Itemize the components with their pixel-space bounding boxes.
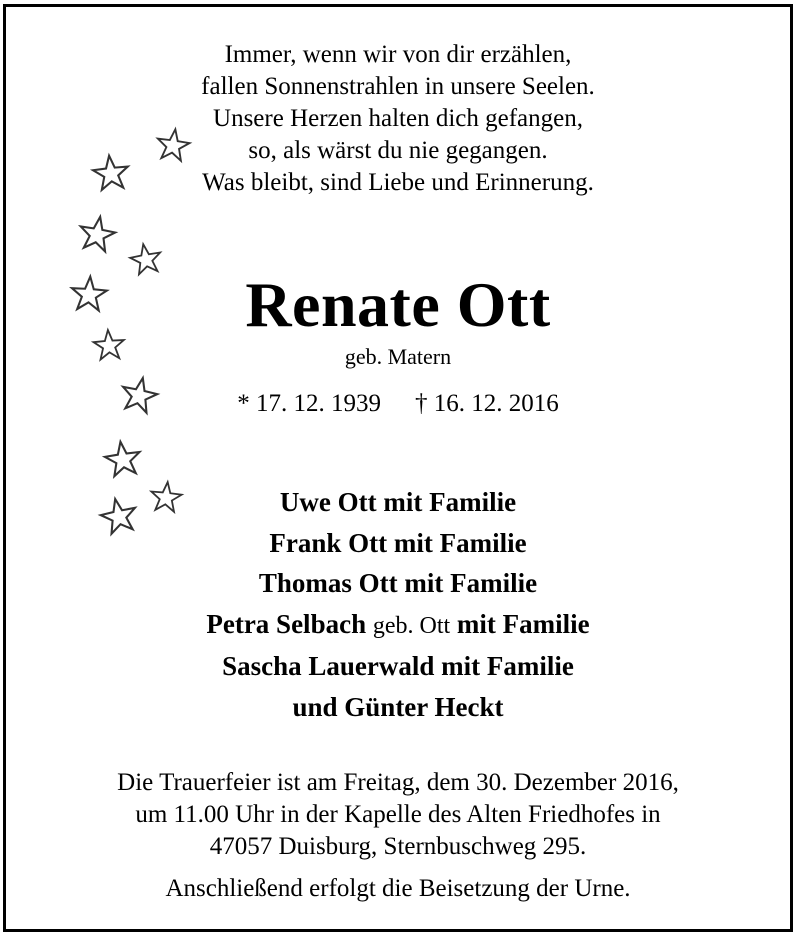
obituary-notice xyxy=(3,4,793,932)
mourner-line: Thomas Ott mit Familie xyxy=(258,568,538,598)
mourner-suffix: mit Familie xyxy=(456,608,590,639)
birth-date: * 17. 12. 1939 xyxy=(237,390,381,417)
mourner-name: Petra Selbach xyxy=(206,608,367,639)
mourner-line: Frank Ott mit Familie xyxy=(269,527,527,558)
urn-burial-note: Anschließend erfolgt die Beisetzung der Urne. xyxy=(165,875,631,902)
poem-line: so, als wärst du nie gegangen. xyxy=(248,137,548,164)
poem-line: Immer, wenn wir von dir erzählen, xyxy=(224,41,572,68)
deceased-name: Renate Ott xyxy=(245,269,551,340)
service-line: 47057 Duisburg, Sternbuschweg 295. xyxy=(209,833,587,860)
poem-line: Was bleibt, sind Liebe und Erinnerung. xyxy=(202,169,594,196)
service-line: um 11.00 Uhr in der Kapelle des Alten Friedhofes in xyxy=(135,801,661,828)
poem-line: fallen Sonnenstrahlen in unsere Seelen. xyxy=(201,73,595,100)
poem-line: Unsere Herzen halten dich gefangen, xyxy=(213,105,583,132)
mourner-line: und Günter Heckt xyxy=(292,691,504,722)
life-dates xyxy=(6,388,790,420)
service-line: Die Trauerfeier ist am Freitag, dem 30. Dezember 2016, xyxy=(117,769,679,796)
mourner-line: Uwe Ott mit Familie xyxy=(279,487,517,517)
star-icon xyxy=(103,439,142,477)
mourner-line xyxy=(6,604,790,647)
star-icon xyxy=(77,214,117,253)
birth-name: geb. Matern xyxy=(344,344,452,369)
death-date: † 16. 12. 2016 xyxy=(415,390,559,417)
mourners-list xyxy=(6,482,790,727)
mourner-birth-note: geb. Ott xyxy=(372,612,451,639)
memorial-poem xyxy=(6,39,790,199)
funeral-service-info xyxy=(6,767,790,863)
mourner-line: Sascha Lauerwald mit Familie xyxy=(222,651,574,681)
